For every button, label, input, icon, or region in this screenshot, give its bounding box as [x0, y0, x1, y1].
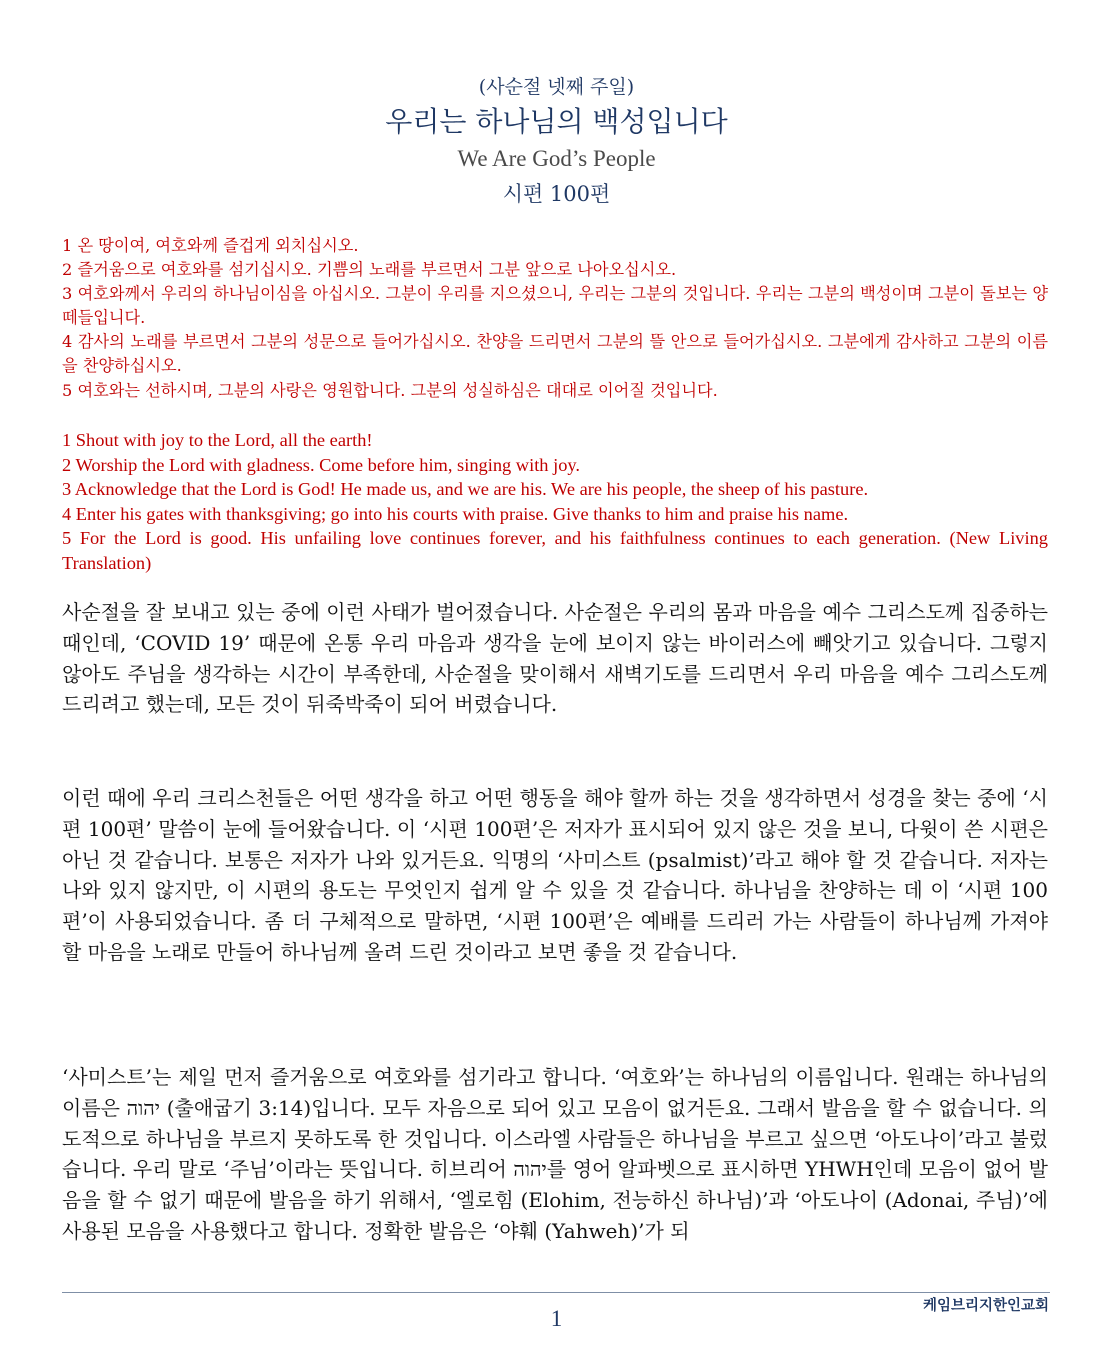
korean-verse-1: 1 온 땅이여, 여호와께 즐겁게 외치십시오.: [62, 236, 359, 255]
sermon-english-title: We Are God’s People: [457, 146, 656, 171]
english-verse-3: 3 Acknowledge that the Lord is God! He made us, and we are his. We are his people, the sheep of his pasture.: [62, 479, 869, 500]
english-verse-5: 5 For the Lord is good. His unfailing love continues forever, and his faithfulness continues to each generation. (New Living Translation): [62, 528, 1048, 573]
english-verse-4: 4 Enter his gates with thanksgiving; go into his courts with praise. Give thanks to him and praise his name.: [62, 503, 849, 524]
church-name: 케임브리지한인교회: [922, 1298, 1049, 1314]
page-number: 1: [550, 1306, 563, 1331]
scripture-korean: [62, 234, 1048, 403]
korean-verse-5: 5 여호와는 선하시며, 그분의 사랑은 영원합니다. 그분의 성실하심은 대대로 이어질 것입니다.: [62, 380, 718, 400]
body-paragraph-3: ‘사미스트’는 제일 먼저 즐거움으로 여호와를 섬기라고 합니다. ‘여호와’는 하나님의 이름입니다. 원래는 하나님의 이름은 יהוה (출애굽기 3:14)입니다. 모두 자음으로 되어 있고 모음이 없거든요. 그래서 발음을 할 수 없습니다. 의도적으로 하나님을 부르지 못하도록 한 것입니다. 이스라엘 사람들은 하나님을 부르고 싶으면 ‘아도나이’라고 불렀습니다. 우리 말로 ‘주님’이라는 뜻입니다. 히브리어 יהוה를 영어 알파벳으로 표시하면 YHWH인데 모음이 없어 발음을 할 수 없기 때문에 발음을 하기 위해서, ‘엘로힘 (Elohim, 전능하신 하나님)’과 ‘아도나이 (Adonai, 주님)’에 사용된 모음을 사용했다고 합니다. 정확한 발음은 ‘야훼 (Yahweh)’가 되: [62, 1065, 1048, 1243]
korean-verse-4: 4 감사의 노래를 부르면서 그분의 성문으로 들어가십시오. 찬양을 드리면서 그분의 뜰 안으로 들어가십시오. 그분에게 감사하고 그분의 이름을 찬양하십시오.: [62, 332, 1048, 376]
english-verse-1: 1 Shout with joy to the Lord, all the earth!: [62, 430, 373, 450]
korean-verse-2: 2 즐거움으로 여호와를 섬기십시오. 기쁨의 노래를 부르면서 그분 앞으로 나아오십시오.: [62, 260, 677, 280]
scripture-reference: 시편 100편: [502, 182, 611, 206]
body-paragraph-1: 사순절을 잘 보내고 있는 중에 이런 사태가 벌어졌습니다. 사순절은 우리의 몸과 마음을 예수 그리스도께 집중하는 때인데, ‘COVID 19’ 때문에 온통 우리 마음과 생각을 눈에 보이지 않는 바이러스에 빼앗기고 있습니다. 그렇지 않아도 주님을 생각하는 시간이 부족한데, 사순절을 맞이해서 새벽기도를 드리면서 우리 마음을 예수 그리스도께 드리려고 했는데, 모든 것이 뒤죽박죽이 되어 버렸습니다.: [62, 600, 1048, 717]
sermon-title: 우리는 하나님의 백성입니다: [385, 105, 728, 138]
scripture-english: [62, 428, 1048, 576]
footer-divider: [62, 1292, 1050, 1293]
body-paragraph-2: 이런 때에 우리 크리스천들은 어떤 생각을 하고 어떤 행동을 해야 할까 하는 것을 생각하면서 성경을 찾는 중에 ‘시편 100편’ 말씀이 눈에 들어왔습니다. 이 ‘시편 100편’은 저자가 표시되어 있지 않은 것을 보니, 다윗이 쓴 시편은 아닌 것 같습니다. 보통은 저자가 나와 있거든요. 익명의 ‘사미스트 (psalmist)’라고 해야 할 것 같습니다. 저자는 나와 있지 않지만, 이 시편의 용도는 무엇인지 쉽게 알 수 있을 것 같습니다. 하나님을 찬양하는 데 이 ‘시편 100편’이 사용되었습니다. 좀 더 구체적으로 말하면, ‘시편 100편’은 예배를 드리러 가는 사람들이 하나님께 가져야 할 마음을 노래로 만들어 하나님께 올려 드린 것이라고 보면 좋을 것 같습니다.: [62, 786, 1048, 964]
english-verse-2: 2 Worship the Lord with gladness. Come before him, singing with joy.: [62, 454, 580, 475]
korean-verse-3: 3 여호와께서 우리의 하나님이심을 아십시오. 그분이 우리를 지으셨으니, 우리는 그분의 것입니다. 우리는 그분의 백성이며 그분이 돌보는 양 떼들입니다.: [62, 284, 1048, 328]
liturgical-season: (사순절 넷째 주일): [478, 76, 635, 98]
sermon-header: [0, 74, 1113, 210]
